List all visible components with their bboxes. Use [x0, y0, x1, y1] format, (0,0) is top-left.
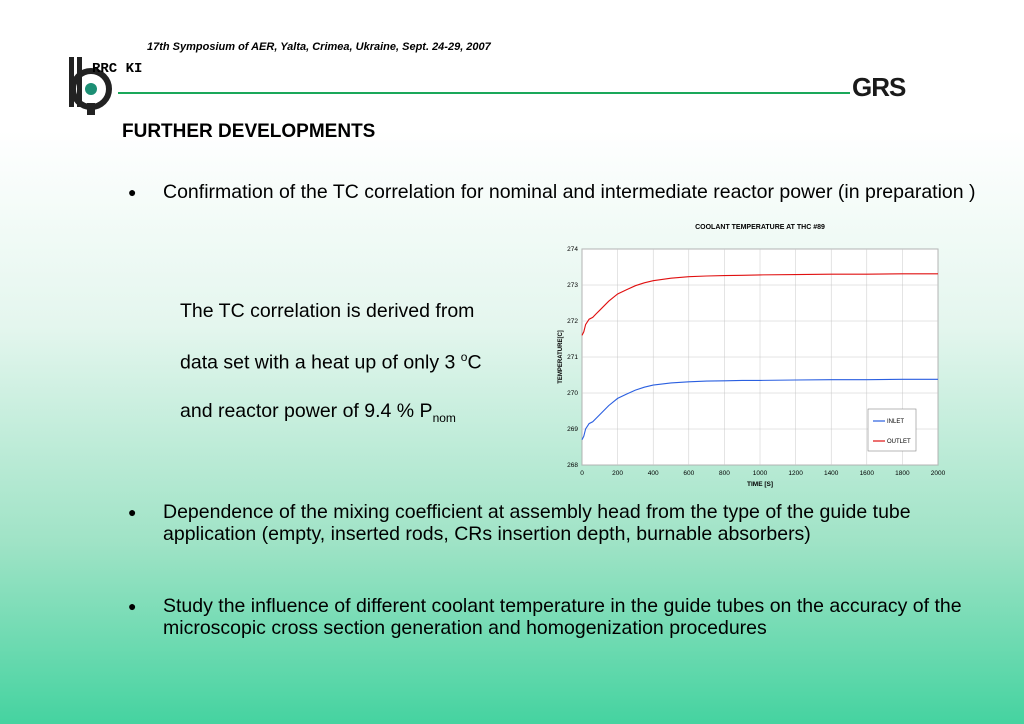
rrc-ki-logo-text: RRC KI [92, 61, 143, 77]
grs-logo [850, 70, 928, 102]
x-tick-label: 2000 [930, 470, 946, 477]
bullet-marker: ● [128, 504, 137, 520]
bullet-marker: ● [128, 598, 137, 614]
y-tick-label: 273 [567, 282, 578, 289]
section-title: FURTHER DEVELOPMENTS [122, 121, 376, 142]
y-tick-label: 268 [567, 462, 578, 469]
bullet-text-guide-tube-temperature: Study the influence of different coolant temperature in the guide tubes on the accuracy of the microscopic cross section generation and homogenization procedures [163, 595, 962, 639]
x-tick-label: 200 [612, 470, 624, 477]
tc-correlation-note [180, 300, 482, 450]
note-line-3: and reactor power of 9.4 % $P_{nom}$ [180, 400, 456, 425]
legend-label-outlet: OUTLET [887, 439, 911, 445]
header-divider [118, 92, 850, 94]
y-axis-label: TEMPERATURE[C] [558, 330, 564, 384]
x-tick-label: 1000 [752, 470, 768, 477]
x-tick-label: 0 [580, 470, 584, 477]
note-line-1: The TC correlation is derived from [180, 300, 475, 322]
y-tick-label: 274 [567, 246, 578, 253]
x-tick-label: 400 [647, 470, 659, 477]
bullet-text-mixing-coefficient: Dependence of the mixing coefficient at assembly head from the type of the guide tube application (empty, inserted rods, CRs insertion depth, burnable absorbers) [163, 501, 911, 545]
x-axis-label: TIME [S] [747, 481, 773, 488]
note-line-2: data set with a heat up of only 3 $^o$C [180, 350, 482, 374]
bullet-text-tc-correlation: Confirmation of the TC correlation for nominal and intermediate reactor power (in preparation ) [163, 181, 976, 203]
coolant-temperature-chart [548, 216, 958, 496]
x-tick-label: 1800 [895, 470, 910, 477]
conference-header: 17th Symposium of AER, Yalta, Crimea, Ukraine, Sept. 24-29, 2007 [147, 41, 491, 53]
legend-label-inlet: INLET [887, 419, 905, 425]
x-tick-label: 1400 [823, 470, 839, 477]
y-tick-label: 271 [567, 354, 578, 361]
grs-logo-text: GRS [852, 72, 906, 102]
x-tick-label: 1600 [859, 470, 875, 477]
y-tick-label: 269 [567, 426, 578, 433]
bullet-marker: ● [128, 184, 137, 200]
x-tick-label: 600 [683, 470, 695, 477]
chart-title: COOLANT TEMPERATURE AT THC #89 [695, 224, 825, 231]
x-tick-label: 1200 [788, 470, 803, 477]
x-tick-label: 800 [718, 470, 730, 477]
y-tick-label: 272 [567, 318, 578, 325]
y-tick-label: 270 [567, 390, 578, 397]
